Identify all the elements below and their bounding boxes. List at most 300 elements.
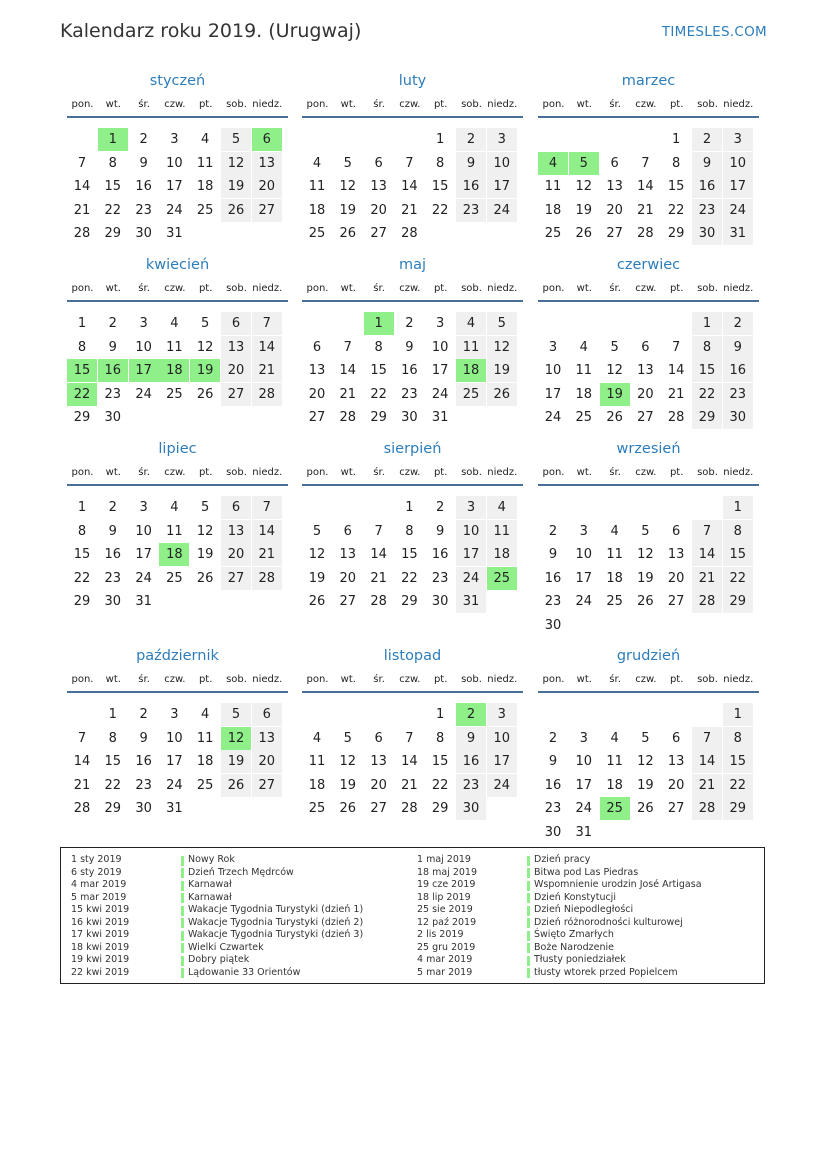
day-cell: 22: [73, 570, 91, 586]
legend-date: 12 paź 2019: [417, 916, 477, 928]
weekday-header: wt.: [340, 99, 356, 110]
month-divider: [302, 116, 523, 118]
legend-date: 25 gru 2019: [417, 941, 476, 953]
day-cell: 25: [544, 226, 562, 241]
month-divider: [67, 691, 288, 693]
day-cell: 7: [405, 730, 414, 746]
day-cell: 7: [343, 339, 352, 355]
day-cell: 5: [221, 703, 251, 726]
day-cell: 3: [170, 707, 179, 722]
day-cell: 17: [723, 175, 753, 198]
day-cell: 6: [672, 523, 681, 539]
day-cell: 13: [667, 754, 685, 769]
day-cell: 27: [308, 410, 326, 425]
legend-marker: [527, 918, 530, 928]
day-cell: 28: [73, 801, 91, 816]
weekday-header: pt.: [669, 283, 684, 294]
day-cell: 24: [723, 199, 753, 222]
day-cell: 15: [104, 754, 122, 769]
day-cell: 10: [487, 152, 517, 175]
day-cell: 27: [370, 801, 387, 816]
weekday-header: pt.: [433, 674, 448, 685]
day-cell: 20: [637, 386, 654, 402]
legend-marker: [181, 868, 184, 878]
day-cell: 2: [723, 312, 753, 335]
day-cell: 12: [637, 547, 654, 562]
day-cell: 12: [575, 179, 593, 194]
legend-holiday-name: Boże Narodzenie: [534, 941, 614, 953]
day-cell: 8: [692, 336, 722, 359]
legend-marker: [527, 868, 530, 878]
day-cell: 18: [544, 202, 562, 218]
day-cell: 6: [374, 730, 383, 746]
day-cell: 12: [606, 363, 623, 378]
day-cell: 20: [370, 777, 387, 793]
legend-holiday-name: Lądowanie 33 Orientów: [188, 966, 301, 978]
day-cell: 8: [108, 730, 117, 746]
day-cell: 24: [456, 567, 486, 590]
legend-marker: [527, 893, 530, 903]
day-cell: 23: [723, 383, 753, 406]
day-cell: 19: [221, 750, 251, 773]
weekday-header: pon.: [542, 283, 565, 294]
day-cell: 1: [405, 500, 414, 515]
day-cell: 25: [308, 801, 326, 816]
day-cell: 4: [610, 523, 619, 539]
day-cell: 21: [401, 202, 418, 218]
day-cell: 12: [637, 754, 654, 769]
weekday-header: śr.: [373, 674, 385, 685]
day-cell: 12: [339, 179, 357, 194]
day-cell: 12: [196, 339, 214, 355]
day-cell: 28: [401, 801, 418, 816]
weekday-header: czw.: [635, 674, 657, 685]
day-cell: 5: [641, 523, 650, 539]
day-cell: 6: [610, 155, 619, 171]
holiday-day-cell: 19: [600, 383, 630, 406]
day-cell: 24: [575, 801, 593, 816]
day-cell: 1: [77, 500, 87, 515]
legend-marker: [527, 931, 530, 941]
legend-holiday-name: Wakacje Tygodnia Turystyki (dzień 2): [188, 916, 364, 928]
weekday-header: sob.: [226, 467, 247, 478]
day-cell: 19: [575, 202, 593, 218]
day-cell: 5: [343, 155, 352, 171]
month-divider: [538, 116, 759, 118]
day-cell: 10: [575, 547, 593, 562]
day-cell: 12: [196, 523, 214, 539]
day-cell: 10: [166, 730, 183, 746]
day-cell: 3: [548, 339, 558, 355]
day-cell: 16: [723, 359, 753, 382]
weekday-header: czw.: [164, 467, 186, 478]
legend-date: 22 kwi 2019: [71, 966, 130, 978]
day-cell: 25: [575, 410, 593, 425]
day-cell: 17: [166, 179, 183, 194]
day-cell: 3: [487, 128, 517, 151]
day-cell: 29: [667, 226, 685, 241]
day-cell: 29: [431, 801, 449, 816]
day-cell: 9: [108, 339, 117, 355]
day-cell: 23: [456, 199, 486, 222]
holiday-day-cell: 19: [190, 359, 220, 382]
weekday-header: czw.: [635, 99, 657, 110]
day-cell: 27: [667, 594, 685, 609]
day-cell: 3: [139, 500, 148, 515]
day-cell: 23: [104, 570, 122, 586]
day-cell: 24: [166, 202, 183, 218]
weekday-header: wt.: [105, 99, 121, 110]
holiday-day-cell: 6: [252, 128, 282, 151]
day-cell: 22: [692, 383, 722, 406]
legend-date: 16 kwi 2019: [71, 916, 130, 928]
day-cell: 23: [692, 199, 722, 222]
day-cell: 4: [201, 132, 210, 147]
weekday-header: czw.: [399, 467, 421, 478]
day-cell: 22: [431, 202, 449, 218]
weekday-header: sob.: [697, 467, 718, 478]
legend-holiday-name: tłusty wtorek przed Popielcem: [534, 966, 678, 978]
weekday-header: śr.: [609, 283, 621, 294]
day-cell: 22: [667, 202, 685, 218]
month-divider: [67, 484, 288, 486]
day-cell: 18: [308, 777, 326, 793]
day-cell: 7: [692, 520, 722, 543]
month-divider: [538, 300, 759, 302]
day-cell: 7: [77, 155, 87, 171]
month-name: lipiec: [158, 441, 197, 457]
day-cell: 18: [196, 179, 214, 194]
day-cell: 13: [252, 152, 282, 175]
day-cell: 19: [339, 777, 357, 793]
day-cell: 14: [667, 363, 685, 378]
day-cell: 24: [135, 570, 152, 586]
day-cell: 11: [308, 179, 326, 194]
day-cell: 10: [575, 754, 593, 769]
day-cell: 31: [456, 590, 486, 613]
day-cell: 7: [252, 312, 282, 335]
weekday-header: pon.: [71, 283, 94, 294]
day-cell: 10: [487, 727, 517, 750]
day-cell: 1: [723, 496, 753, 519]
holiday-day-cell: 5: [569, 152, 599, 175]
weekday-header: śr.: [373, 283, 385, 294]
day-cell: 1: [77, 316, 87, 331]
legend-marker: [181, 856, 184, 866]
day-cell: 28: [252, 383, 282, 406]
day-cell: 8: [436, 730, 445, 746]
day-cell: 9: [436, 523, 445, 539]
legend-date: 18 kwi 2019: [71, 941, 130, 953]
day-cell: 26: [308, 594, 326, 609]
month-divider: [538, 484, 759, 486]
day-cell: 11: [166, 339, 183, 355]
day-cell: 3: [436, 316, 445, 331]
day-cell: 28: [73, 226, 91, 241]
legend-holiday-name: Tłusty poniedziałek: [534, 954, 626, 966]
legend-holiday-name: Karnawał: [188, 891, 232, 903]
day-cell: 21: [73, 202, 91, 218]
day-cell: 17: [575, 570, 593, 586]
day-cell: 24: [431, 386, 449, 402]
day-cell: 19: [339, 202, 357, 218]
day-cell: 29: [104, 226, 122, 241]
legend-date: 5 mar 2019: [71, 891, 127, 903]
weekday-header: śr.: [609, 99, 621, 110]
day-cell: 23: [104, 386, 122, 402]
day-cell: 22: [401, 570, 418, 586]
weekday-header: czw.: [164, 283, 186, 294]
weekday-header: pon.: [306, 467, 329, 478]
month-name: listopad: [383, 648, 442, 664]
day-cell: 11: [456, 336, 486, 359]
day-cell: 9: [548, 547, 558, 562]
day-cell: 2: [108, 316, 117, 331]
legend-holiday-name: Wspomnienie urodzin José Artigasa: [534, 879, 702, 891]
day-cell: 21: [73, 777, 91, 793]
day-cell: 27: [221, 567, 251, 590]
day-cell: 4: [312, 155, 322, 171]
day-cell: 11: [196, 155, 214, 171]
day-cell: 4: [456, 312, 486, 335]
weekday-header: wt.: [105, 674, 121, 685]
day-cell: 26: [487, 383, 517, 406]
day-cell: 9: [548, 754, 558, 769]
day-cell: 14: [370, 547, 387, 562]
day-cell: 9: [139, 155, 148, 171]
weekday-header: wt.: [576, 674, 592, 685]
day-cell: 24: [166, 777, 183, 793]
month-name: grudzień: [616, 648, 681, 664]
day-cell: 2: [139, 707, 148, 722]
month-divider: [538, 691, 759, 693]
legend-holiday-name: Wakacje Tygodnia Turystyki (dzień 3): [188, 929, 364, 941]
day-cell: 11: [575, 363, 593, 378]
legend-marker: [527, 968, 530, 978]
day-cell: 9: [139, 730, 148, 746]
day-cell: 13: [637, 363, 654, 378]
day-cell: 15: [667, 179, 685, 194]
holiday-day-cell: 15: [67, 359, 97, 382]
day-cell: 27: [339, 594, 357, 609]
day-cell: 14: [401, 179, 418, 194]
weekday-header: śr.: [138, 467, 150, 478]
day-cell: 9: [456, 727, 486, 750]
day-cell: 21: [692, 567, 722, 590]
holiday-day-cell: 25: [487, 567, 517, 590]
day-cell: 15: [370, 363, 387, 378]
weekday-header: sob.: [461, 467, 482, 478]
day-cell: 27: [252, 774, 282, 797]
day-cell: 14: [637, 179, 654, 194]
day-cell: 29: [370, 410, 387, 425]
day-cell: 13: [221, 520, 251, 543]
weekday-header: sob.: [461, 283, 482, 294]
day-cell: 18: [487, 543, 517, 566]
day-cell: 13: [221, 336, 251, 359]
legend-date: 1 sty 2019: [71, 854, 122, 865]
day-cell: 7: [252, 496, 282, 519]
legend-holiday-name: Dzień Niepodległości: [534, 904, 634, 916]
weekday-header: wt.: [340, 467, 356, 478]
day-cell: 27: [252, 199, 282, 222]
day-cell: 3: [579, 730, 588, 746]
day-cell: 22: [104, 777, 122, 793]
day-cell: 19: [196, 547, 214, 562]
day-cell: 5: [201, 500, 210, 515]
day-cell: 8: [672, 155, 681, 171]
weekday-header: niedz.: [252, 99, 283, 110]
day-cell: 29: [723, 590, 753, 613]
weekday-header: czw.: [164, 99, 186, 110]
day-cell: 7: [641, 155, 650, 171]
day-cell: 14: [73, 754, 91, 769]
legend-marker: [181, 956, 184, 966]
day-cell: 30: [544, 824, 562, 840]
day-cell: 23: [135, 777, 152, 793]
day-cell: 27: [221, 383, 251, 406]
legend-holiday-name: Nowy Rok: [188, 854, 235, 865]
day-cell: 25: [456, 383, 486, 406]
day-cell: 13: [667, 547, 685, 562]
holiday-day-cell: 2: [456, 703, 486, 726]
legend-date: 2 lis 2019: [417, 929, 464, 941]
day-cell: 27: [606, 226, 623, 241]
day-cell: 17: [456, 543, 486, 566]
weekday-header: pon.: [306, 674, 329, 685]
day-cell: 28: [637, 226, 654, 241]
day-cell: 30: [104, 594, 122, 609]
day-cell: 8: [108, 155, 117, 171]
day-cell: 11: [308, 754, 326, 769]
day-cell: 6: [641, 339, 650, 355]
month-divider: [302, 300, 523, 302]
day-cell: 5: [201, 316, 210, 331]
month-name: październik: [136, 648, 219, 664]
weekday-header: śr.: [609, 674, 621, 685]
weekday-header: niedz.: [723, 674, 754, 685]
day-cell: 16: [544, 777, 562, 793]
day-cell: 12: [339, 754, 357, 769]
legend-marker: [527, 956, 530, 966]
day-cell: 25: [196, 202, 214, 218]
day-cell: 22: [723, 567, 753, 590]
day-cell: 11: [487, 520, 517, 543]
day-cell: 30: [104, 410, 122, 425]
weekday-header: czw.: [164, 674, 186, 685]
day-cell: 19: [637, 777, 654, 793]
day-cell: 26: [339, 226, 357, 241]
brand-link[interactable]: TIMESLES.COM: [661, 24, 767, 40]
day-cell: 21: [692, 774, 722, 797]
day-cell: 22: [104, 202, 122, 218]
legend-date: 4 mar 2019: [71, 879, 127, 891]
day-cell: 26: [196, 570, 214, 586]
legend-date: 19 kwi 2019: [71, 954, 130, 966]
day-cell: 28: [370, 594, 387, 609]
day-cell: 26: [196, 386, 214, 402]
day-cell: 5: [221, 128, 251, 151]
day-cell: 31: [135, 594, 152, 609]
weekday-header: niedz.: [723, 467, 754, 478]
day-cell: 6: [343, 523, 352, 539]
day-cell: 10: [135, 339, 152, 355]
legend-marker: [181, 968, 184, 978]
weekday-header: pt.: [198, 99, 213, 110]
day-cell: 5: [312, 523, 322, 539]
day-cell: 20: [252, 750, 282, 773]
day-cell: 9: [692, 152, 722, 175]
day-cell: 15: [401, 547, 418, 562]
day-cell: 14: [692, 543, 722, 566]
holiday-day-cell: 22: [67, 383, 97, 406]
day-cell: 2: [405, 316, 414, 331]
day-cell: 20: [339, 570, 357, 586]
day-cell: 26: [221, 774, 251, 797]
legend-date: 1 maj 2019: [417, 854, 471, 865]
legend-holiday-name: Wielki Czwartek: [188, 941, 264, 953]
day-cell: 17: [487, 175, 517, 198]
weekday-header: śr.: [609, 467, 621, 478]
weekday-header: czw.: [399, 99, 421, 110]
holiday-day-cell: 1: [364, 312, 394, 335]
weekday-header: pon.: [306, 99, 329, 110]
day-cell: 13: [370, 754, 387, 769]
day-cell: 16: [456, 750, 486, 773]
holiday-day-cell: 4: [538, 152, 568, 175]
day-cell: 1: [672, 132, 681, 147]
day-cell: 10: [723, 152, 753, 175]
month-divider: [302, 691, 523, 693]
day-cell: 9: [405, 339, 414, 355]
day-cell: 29: [692, 406, 722, 429]
day-cell: 28: [692, 797, 722, 820]
weekday-header: pt.: [198, 467, 213, 478]
holiday-day-cell: 18: [159, 543, 189, 566]
day-cell: 3: [723, 128, 753, 151]
day-cell: 1: [436, 707, 445, 722]
day-cell: 26: [637, 801, 654, 816]
day-cell: 14: [252, 336, 282, 359]
day-cell: 17: [431, 363, 449, 378]
day-cell: 10: [135, 523, 152, 539]
legend-date: 15 kwi 2019: [71, 904, 130, 916]
day-cell: 18: [308, 202, 326, 218]
holiday-day-cell: 17: [129, 359, 159, 382]
weekday-header: wt.: [105, 283, 121, 294]
day-cell: 28: [339, 410, 357, 425]
day-cell: 14: [401, 754, 418, 769]
day-cell: 3: [139, 316, 148, 331]
day-cell: 6: [672, 730, 681, 746]
day-cell: 21: [252, 359, 282, 382]
legend-marker: [181, 943, 184, 953]
day-cell: 21: [370, 570, 387, 586]
weekday-header: wt.: [576, 467, 592, 478]
weekday-header: niedz.: [723, 283, 754, 294]
weekday-header: śr.: [373, 99, 385, 110]
day-cell: 24: [135, 386, 152, 402]
day-cell: 11: [544, 179, 562, 194]
holiday-day-cell: 1: [98, 128, 128, 151]
day-cell: 25: [166, 570, 183, 586]
weekday-header: niedz.: [252, 467, 283, 478]
day-cell: 16: [104, 547, 122, 562]
legend-holiday-name: Bitwa pod Las Piedras: [534, 866, 639, 878]
day-cell: 16: [456, 175, 486, 198]
day-cell: 25: [166, 386, 183, 402]
day-cell: 8: [405, 523, 414, 539]
